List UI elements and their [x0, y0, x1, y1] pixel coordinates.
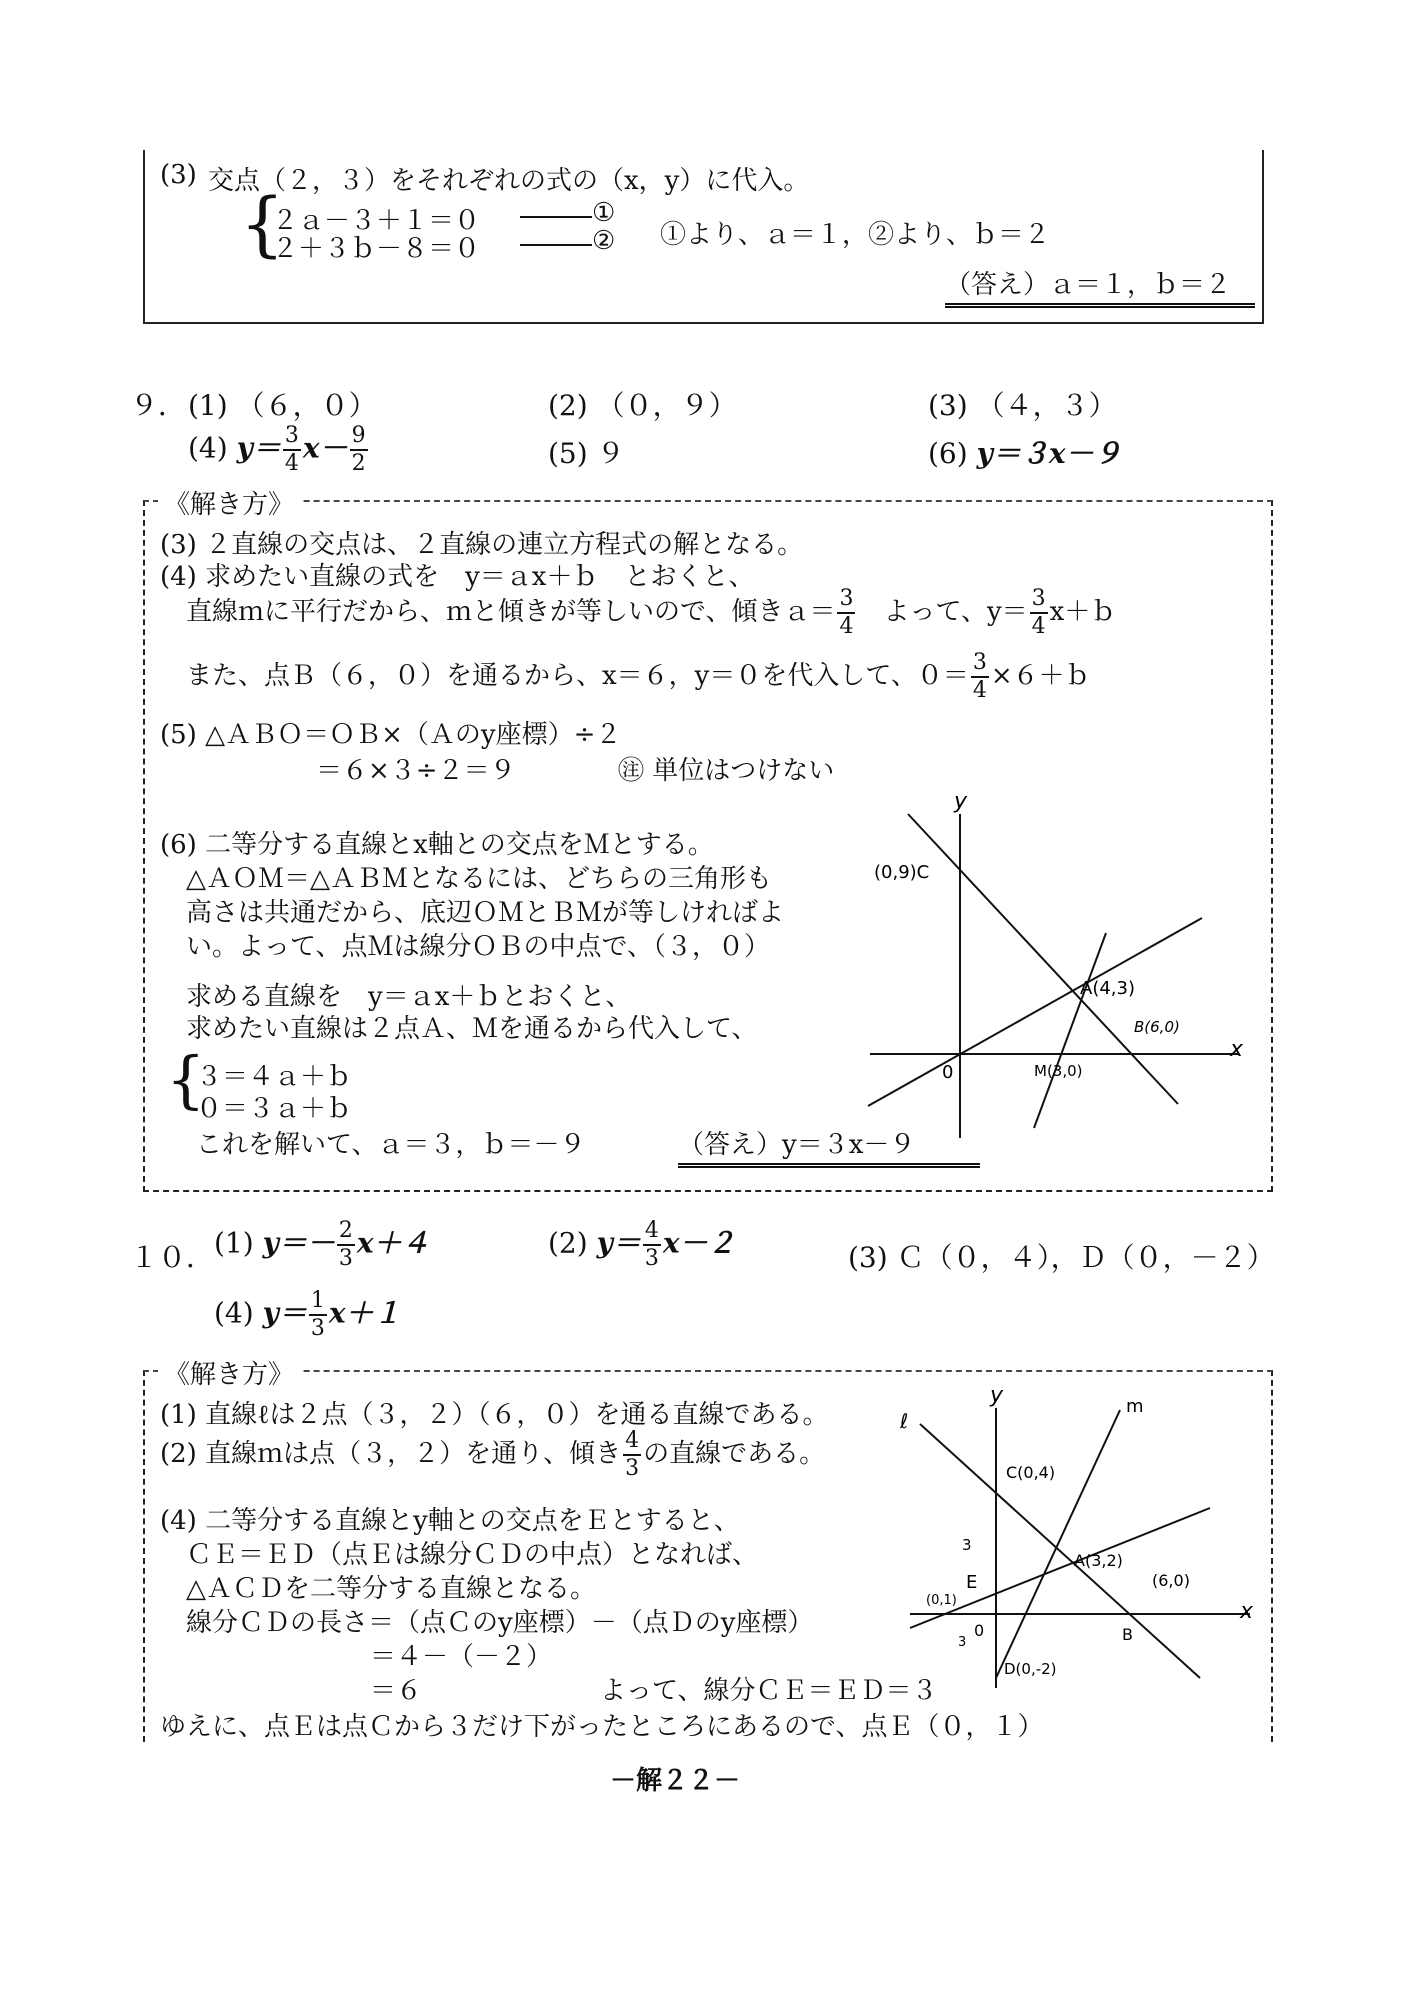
- sec9-a4-y: y＝: [236, 431, 281, 465]
- sec10-graph-A: A(3,2): [1074, 1551, 1123, 1570]
- sec8-from: ①より、ａ＝１，②より、ｂ＝２: [660, 220, 1051, 250]
- page-footer: －解２２－: [610, 1766, 741, 1796]
- sec8-eq2: ２＋３ｂ－８＝０: [272, 234, 481, 264]
- sec8-eq1: ２ａ－３＋１＝０: [272, 206, 481, 236]
- sec10-graph-B: B: [1122, 1625, 1133, 1644]
- sec9-line6a: (6) 二等分する直線とx軸との交点をＭとする。: [160, 830, 714, 860]
- sec10-graph-m: m: [1126, 1396, 1144, 1417]
- sec9-a4-label: (4): [188, 431, 228, 465]
- sec8-p3-label: (3): [160, 160, 197, 190]
- sec9-a4-frac1: $\frac{3}{4}$: [284, 423, 299, 476]
- sec9-a4-frac2: $\frac{9}{2}$: [351, 423, 366, 476]
- sec9-answer-1: (1) （６，０）: [188, 389, 377, 422]
- sec9-graph-y: y: [954, 789, 968, 814]
- sec10-graph: [900, 1378, 1270, 1698]
- sec9-line3: (3) ２直線の交点は、２直線の連立方程式の解となる。: [160, 530, 804, 560]
- sec10-answer-3: (3) Ｃ（０，４），Ｄ（０，－２）: [848, 1241, 1275, 1274]
- sec10-line-m: [996, 1410, 1120, 1678]
- sec9-line4b: 直線ｍに平行だから、ｍと傾きが等しいので、傾きａ＝ $\frac{3}{4}$ よって、y＝ $\frac{3}{4}$ x＋ｂ: [186, 586, 1117, 639]
- sec10-line4f: ＝６: [370, 1676, 423, 1706]
- sec9-graph-O: 0: [942, 1062, 954, 1083]
- sec8-eq1-dash: [520, 216, 592, 218]
- sec9-line6f: 求めたい直線は２点Ａ、Ｍを通るから代入して、: [186, 1014, 758, 1044]
- sec10-line2: (2) 直線ｍは点（３，２）を通り、傾き $\frac{4}{3}$ の直線である。: [160, 1428, 826, 1481]
- sec9-graph: [858, 788, 1258, 1148]
- sec9-number: ９．: [130, 389, 187, 422]
- sec9-line6c: 高さは共通だから、底辺ＯＭとＢＭが等しければよ: [186, 898, 785, 928]
- sec10-line-bisector: [910, 1508, 1210, 1628]
- sec9-graph-x: x: [1230, 1037, 1244, 1062]
- sec10-line4e: ＝４－（－２）: [370, 1642, 553, 1672]
- sec10-line1: (1) 直線ℓは２点（３，２）（６，０）を通る直線である。: [160, 1400, 829, 1430]
- sec9-line4c: また、点Ｂ（６，０）を通るから、x＝６，y＝０を代入して、０＝ $\frac{3}{4}$ ×６＋ｂ: [186, 650, 1091, 703]
- sec10-answer-1: (1) y＝－ $\frac{2}{3}$ x＋４: [214, 1218, 430, 1271]
- sec10-graph-O: 0: [974, 1621, 985, 1640]
- sec10-answer-4: (4) y＝ $\frac{1}{3}$ x＋１: [214, 1288, 402, 1341]
- sec10-graph-3a: 3: [962, 1536, 972, 1554]
- sec10-answer-2: (2) y＝ $\frac{4}{3}$ x－２: [548, 1218, 736, 1271]
- sec9-graph-C: (0,9)C: [874, 862, 930, 883]
- sec9-graph-A: A(4,3): [1080, 978, 1135, 999]
- sec9-a6-value: y＝３x－９: [976, 437, 1122, 470]
- sec8-eq1-mark: ①: [592, 198, 616, 228]
- sec10-graph-E0: (0,1): [926, 1593, 957, 1608]
- sec9-line5c: ㊟ 単位はつけない: [618, 756, 835, 786]
- sec9-answer-6: (6) y＝３x－９: [928, 437, 1122, 470]
- sec10-graph-x: x: [1240, 1599, 1254, 1624]
- sec9-brace: {: [166, 1043, 206, 1116]
- sec9-line4a: (4) 求めたい直線の式を y＝ａx＋ｂ とおくと、: [160, 562, 755, 592]
- sec10-graph-E: E: [966, 1572, 978, 1593]
- sec9-line6b: △ＡＯＭ＝△ＡＢＭとなるには、どちらの三角形も: [186, 864, 772, 894]
- sec9-answer-final: （答え）y＝３x－９: [678, 1124, 980, 1168]
- sec10-graph-P: (6,0): [1152, 1571, 1190, 1590]
- sec8-brace: {: [240, 183, 285, 265]
- sec10-graph-l: ℓ: [900, 1409, 909, 1433]
- sec10-line4a: (4) 二等分する直線とy軸との交点をＥとすると、: [160, 1506, 740, 1536]
- sec9-line6g: ３＝４ａ＋ｂ: [196, 1062, 353, 1092]
- sec10-graph-C: C(0,4): [1006, 1463, 1056, 1482]
- sec9-line6e: 求める直線を y＝ａx＋ｂとおくと、: [186, 982, 632, 1012]
- sec9-answer-4: [188, 425, 370, 475]
- sec9-a4-mid: x－: [302, 431, 348, 465]
- sec10-graph-3b: 3: [958, 1635, 967, 1650]
- sec9-box-title: 《解き方》: [158, 484, 300, 521]
- sec10-line4d: 線分ＣＤの長さ＝（点Ｃのy座標）－（点Ｄのy座標）: [186, 1608, 814, 1638]
- sec10-number: １０．: [130, 1241, 215, 1274]
- sec9-line6i: これを解いて、ａ＝３，ｂ＝－９: [196, 1130, 586, 1160]
- sec9-line5a: (5) △ＡＢＯ＝ＯＢ×（Ａのy座標）÷２: [160, 720, 622, 750]
- sec9-line5b: ＝６×３÷２＝９: [316, 756, 516, 786]
- sec9-answer-2: (2) （０，９）: [548, 389, 737, 422]
- sec10-graph-y: y: [990, 1383, 1004, 1408]
- sec8-answer: （答え）ａ＝１，ｂ＝２: [945, 264, 1255, 308]
- sec9-graph-B: B(6,0): [1134, 1018, 1180, 1036]
- sec8-eq2-mark: ②: [592, 226, 616, 256]
- sec8-p3-text: 交点（２，３）をそれぞれの式の（x，y）に代入。: [208, 166, 810, 196]
- sec9-graph-M: M(3,0): [1034, 1062, 1083, 1080]
- sec8-eq2-dash: [520, 244, 592, 246]
- sec10-line4b: ＣＥ＝ＥＤ（点Ｅは線分ＣＤの中点）となれば、: [186, 1540, 759, 1570]
- sec9-answer-3: (3) （４，３）: [928, 389, 1117, 422]
- sec9-line6h: ０＝３ａ＋ｂ: [196, 1094, 353, 1124]
- sec9-answer-5: (5) ９: [548, 437, 625, 470]
- sec10-box-title: 《解き方》: [158, 1354, 300, 1391]
- sec10-line4g: よって、線分ＣＥ＝ＥＤ＝３: [600, 1676, 938, 1706]
- sec9-line6d: い。よって、点Ｍは線分ＯＢの中点で、（３，０）: [186, 932, 770, 962]
- sec10-line4c: △ＡＣＤを二等分する直線となる。: [186, 1574, 596, 1604]
- sec10-graph-D: D(0,-2): [1004, 1660, 1057, 1678]
- sec10-line4h: ゆえに、点Ｅは点Ｃから３だけ下がったところにあるので、点Ｅ（０，１）: [160, 1712, 1044, 1742]
